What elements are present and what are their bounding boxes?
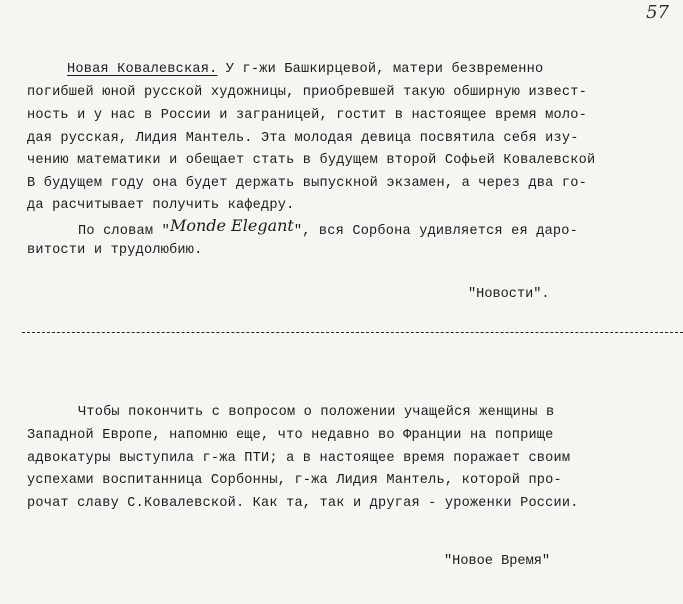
article1-quote-line2: витости и трудолюбию. — [27, 243, 203, 258]
quote-before: По словам " — [78, 224, 170, 239]
article1-line-6: да расчитывает получить кафедру. — [27, 198, 295, 213]
article1-title: Новая Ковалевская. — [67, 62, 218, 77]
article1-line-1: погибшей юной русской художницы, приобревшей такую обширную извест- — [27, 85, 587, 100]
article1-line-5: В будущем году она будет держать выпускной экзамен, а через два го- — [27, 176, 587, 191]
article1-line-0: У г-жи Башкирцевой, матери безвременно — [217, 62, 544, 77]
section-divider — [22, 332, 683, 333]
quote-after: ", вся Сорбона удивляется ея даро- — [293, 224, 579, 239]
handwritten-insert: Monde Elegant — [169, 216, 294, 235]
article1-line-3: дая русская, Лидия Мантель. Эта молодая девица посвятила себя изу- — [27, 131, 579, 146]
article1-line-4: чению математики и обещает стать в будущем второй Софьей Ковалевской — [27, 153, 596, 168]
article1-first-line — [67, 61, 543, 79]
article2-line-4: рочат славу С.Ковалевской. Как та, так и другая - уроженки России. — [27, 496, 579, 511]
page-number: 57 — [646, 2, 669, 23]
article2-line-2: адвокатуры выступила г-жа ПТИ; а в настоящее время поражает своим — [27, 451, 571, 466]
article2-line-0: Чтобы покончить с вопросом о положении учащейся женщины в — [78, 405, 555, 420]
article1-source: "Новости". — [468, 287, 550, 302]
article1-line-2: ность и у нас в России и заграницей, гостит в настоящее время моло- — [27, 108, 587, 123]
article2-source: "Новое Время" — [444, 554, 551, 569]
article2-line-3: успехами воспитанница Сорбонны, г-жа Лидия Мантель, которой про- — [27, 473, 562, 488]
article2-line-1: Западной Европе, напомню еще, что недавно во Франции на поприще — [27, 428, 554, 443]
article1-quote-line — [78, 216, 579, 241]
